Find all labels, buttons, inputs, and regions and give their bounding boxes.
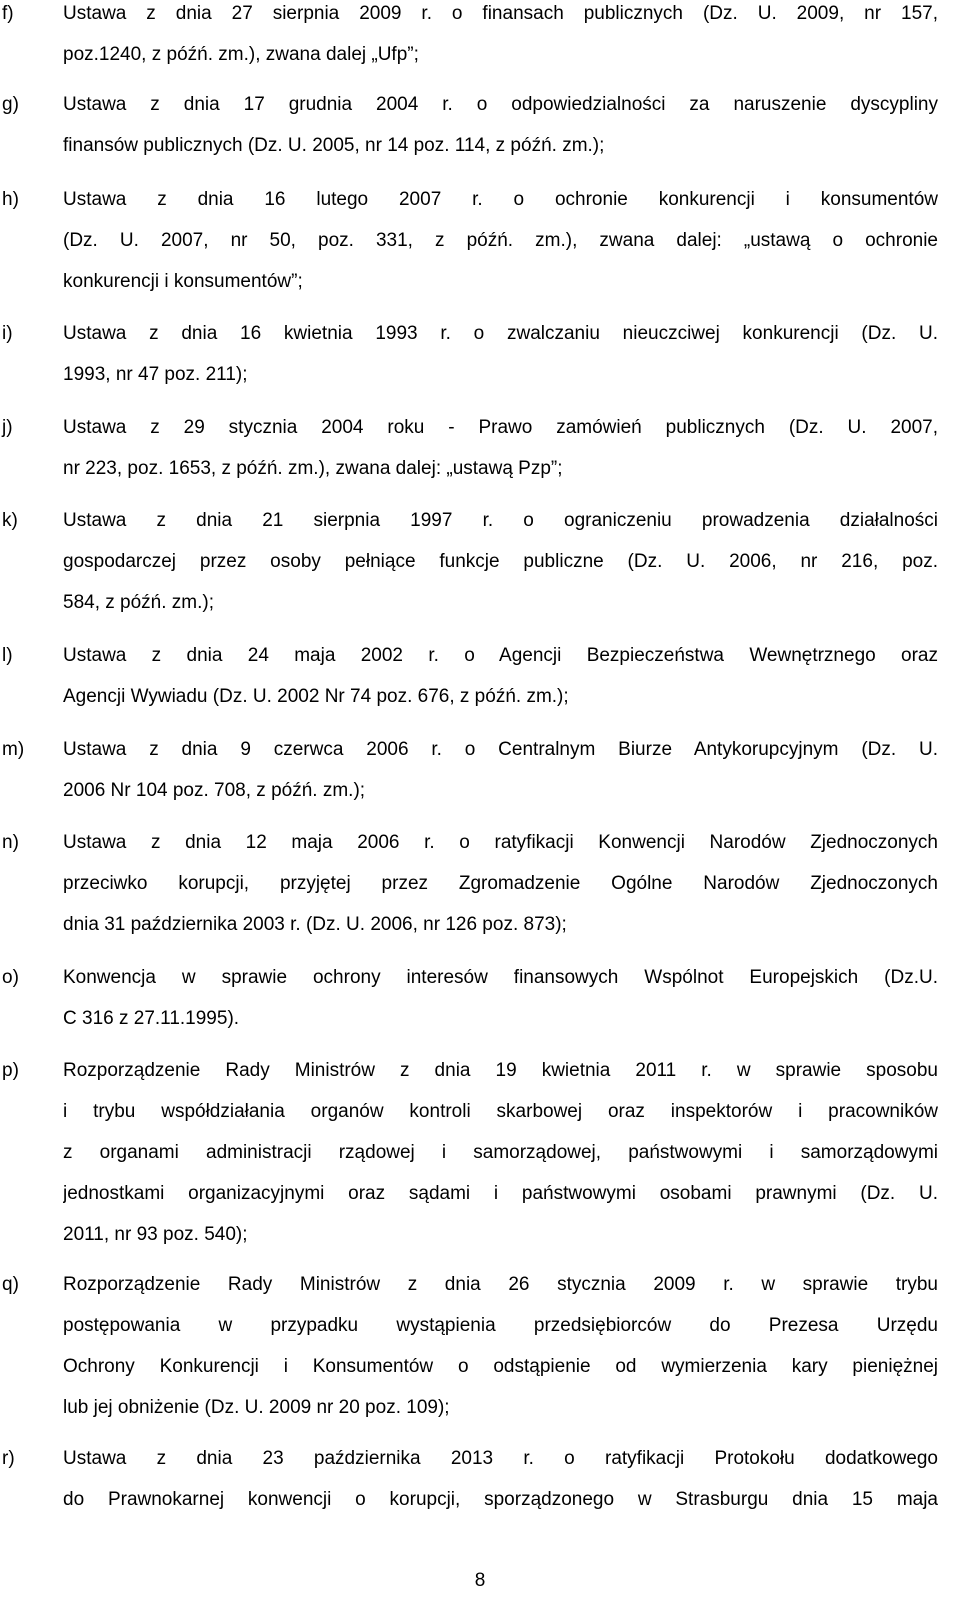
item-text [63, 0, 938, 75]
item-text [63, 822, 938, 945]
item-marker: q) [2, 1274, 19, 1295]
item-marker: g) [2, 94, 19, 115]
item-line: 2006 Nr 104 poz. 708, z późń. zm.); [63, 780, 366, 801]
item-marker: m) [2, 739, 25, 760]
item-line: Ochrony Konkurencji i Konsumentów o odstąpienie od wymierzenia kary pieniężnej [63, 1356, 938, 1377]
item-line: Ustawa z dnia 24 maja 2002 r. o Agencji Bezpieczeństwa Wewnętrznego oraz [63, 645, 938, 666]
item-line: Rozporządzenie Rady Ministrów z dnia 19 kwietnia 2011 r. w sprawie sposobu [63, 1060, 938, 1081]
item-line: Agencji Wywiadu (Dz. U. 2002 Nr 74 poz. 676, z późń. zm.); [63, 686, 569, 707]
item-text [63, 313, 938, 395]
item-line: konkurencji i konsumentów”; [63, 271, 303, 292]
item-line: gospodarczej przez osoby pełniące funkcje publiczne (Dz. U. 2006, nr 216, poz. [63, 551, 938, 572]
item-line: jednostkami organizacyjnymi oraz sądami i państwowymi osobami prawnymi (Dz. U. [63, 1183, 938, 1204]
item-text [63, 957, 938, 1039]
item-marker: n) [2, 832, 19, 853]
item-line: 2011, nr 93 poz. 540); [63, 1224, 248, 1245]
item-marker: r) [2, 1448, 15, 1469]
item-text [63, 179, 938, 302]
item-line: Ustawa z dnia 27 sierpnia 2009 r. o finansach publicznych (Dz. U. 2009, nr 157, [63, 3, 938, 24]
item-text [63, 729, 938, 811]
item-line: Ustawa z dnia 23 października 2013 r. o ratyfikacji Protokołu dodatkowego [63, 1448, 938, 1469]
item-marker: k) [2, 510, 18, 531]
item-marker: j) [2, 417, 13, 438]
item-line: C 316 z 27.11.1995). [63, 1008, 240, 1029]
item-marker: p) [2, 1060, 19, 1081]
item-text [63, 1050, 938, 1255]
page-number: 8 [474, 1570, 486, 1591]
item-line: przeciwko korupcji, przyjętej przez Zgromadzenie Ogólne Narodów Zjednoczonych [63, 873, 938, 894]
item-line: Konwencja w sprawie ochrony interesów finansowych Wspólnot Europejskich (Dz.U. [63, 967, 938, 988]
item-text [63, 500, 938, 623]
item-line: Ustawa z dnia 16 kwietnia 1993 r. o zwalczaniu nieuczciwej konkurencji (Dz. U. [63, 323, 938, 344]
item-line: postępowania w przypadku wystąpienia przedsiębiorców do Prezesa Urzędu [63, 1315, 938, 1336]
item-marker: i) [2, 323, 13, 344]
item-line: Ustawa z dnia 21 sierpnia 1997 r. o ograniczeniu prowadzenia działalności [63, 510, 938, 531]
item-line: 584, z późń. zm.); [63, 592, 215, 613]
item-line: Ustawa z dnia 12 maja 2006 r. o ratyfikacji Konwencji Narodów Zjednoczonych [63, 832, 938, 853]
item-line: dnia 31 października 2003 r. (Dz. U. 2006, nr 126 poz. 873); [63, 914, 567, 935]
item-marker: o) [2, 967, 19, 988]
item-marker: l) [2, 645, 13, 666]
item-text [63, 84, 938, 166]
item-line: do Prawnokarnej konwencji o korupcji, sporządzonego w Strasburgu dnia 15 maja [63, 1489, 938, 1510]
item-text [63, 635, 938, 717]
item-line: lub jej obniżenie (Dz. U. 2009 nr 20 poz. 109); [63, 1397, 450, 1418]
item-line: 1993, nr 47 poz. 211); [63, 364, 248, 385]
item-line: Ustawa z dnia 17 grudnia 2004 r. o odpowiedzialności za naruszenie dyscypliny [63, 94, 938, 115]
item-line: (Dz. U. 2007, nr 50, poz. 331, z późń. zm.), zwana dalej: „ustawą o ochronie [63, 230, 938, 251]
item-line: Ustawa z dnia 16 lutego 2007 r. o ochronie konkurencji i konsumentów [63, 189, 938, 210]
item-line: finansów publicznych (Dz. U. 2005, nr 14 poz. 114, z późń. zm.); [63, 135, 605, 156]
item-text [63, 1264, 938, 1428]
item-marker: f) [2, 3, 14, 24]
item-line: Ustawa z 29 stycznia 2004 roku - Prawo zamówień publicznych (Dz. U. 2007, [63, 417, 938, 438]
item-line: i trybu współdziałania organów kontroli skarbowej oraz inspektorów i pracowników [63, 1101, 938, 1122]
item-line: nr 223, poz. 1653, z późń. zm.), zwana dalej: „ustawą Pzp”; [63, 458, 563, 479]
item-line: z organami administracji rządowej i samorządowej, państwowymi i samorządowymi [63, 1142, 938, 1163]
item-text [63, 407, 938, 489]
item-line: Rozporządzenie Rady Ministrów z dnia 26 stycznia 2009 r. w sprawie trybu [63, 1274, 938, 1295]
item-marker: h) [2, 189, 19, 210]
item-text [63, 1438, 938, 1520]
item-line: poz.1240, z późń. zm.), zwana dalej „Ufp”; [63, 44, 419, 65]
item-line: Ustawa z dnia 9 czerwca 2006 r. o Centralnym Biurze Antykorupcyjnym (Dz. U. [63, 739, 938, 760]
